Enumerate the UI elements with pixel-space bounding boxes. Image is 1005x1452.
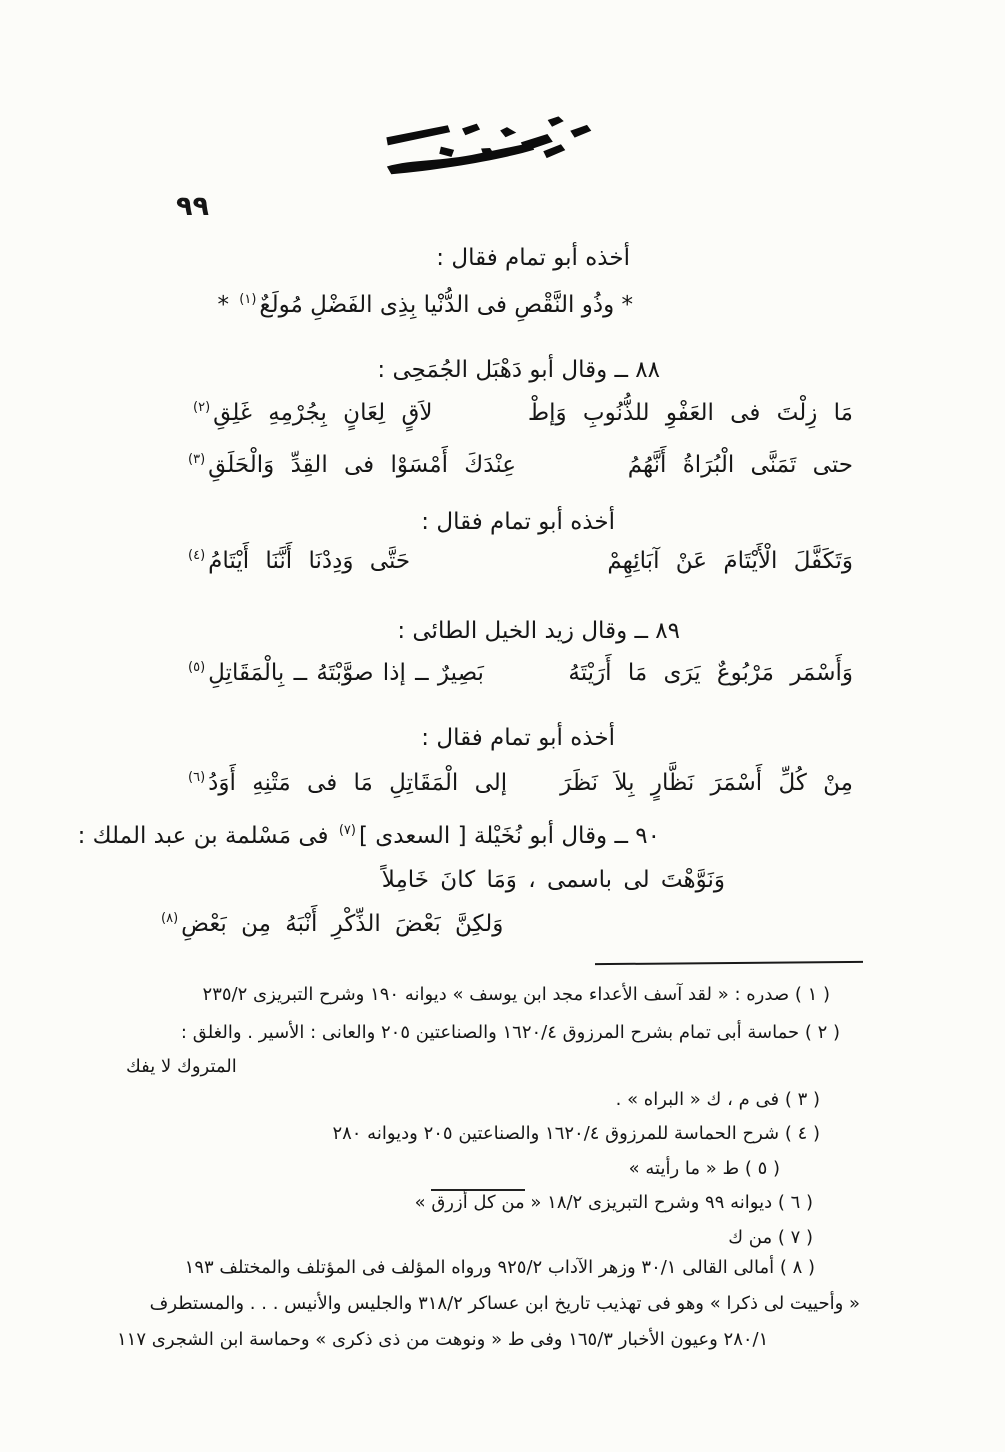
footnote-ref-7: (٧) <box>338 823 356 839</box>
verse-text: وذُو النَّقْصِ فى الدُّنْيا بِذِى الفَضْلِ مُولَعٌ <box>259 292 615 318</box>
verse-close-star: * <box>217 292 229 318</box>
footnote-6-overlined-phrase: من كل أزرق <box>431 1189 524 1213</box>
hemistich-text: بَصِيرٌ ــ إذا صوَّبْتَهُ ــ بِالْمَقَاتِلِ <box>208 660 484 686</box>
abu-tammam-intro-3: أخذه أبو تمام فقال : <box>421 725 615 751</box>
single-verse-87 <box>217 291 633 320</box>
hemistich-left <box>185 452 516 478</box>
footnote-6 <box>415 1191 813 1214</box>
verse-row <box>0 400 1005 448</box>
hemistich-right: وَتَكَفَّلَ الْأَيْتَامَ عَنْ آبَائِهِمْ <box>607 548 853 574</box>
footnote-7: ( ٧ ) من ك <box>728 1227 813 1248</box>
footnote-ref-3: (٣) <box>188 452 206 468</box>
footnote-ref-6: (٦) <box>188 770 206 786</box>
verse-row <box>0 548 1005 596</box>
footnote-1: ( ١ ) صدره : « لقد آسف الأعداء مجد ابن يوسف » ديوانه ١٩٠ وشرح التبريزى ٢٣٥/٢ <box>202 984 830 1005</box>
footnote-6-text: ( ٦ ) ديوانه ٩٩ وشرح التبريزى ١٨/٢ « <box>530 1192 813 1213</box>
hemistich-right: مَا زِلْتَ فى العَفْوِ للذُّنُوبِ وَإطْ <box>527 400 853 426</box>
footnote-2-line-1: ( ٢ ) حماسة أبى تمام بشرح المرزوق ١٦٢٠/٤ والصناعتين ٢٠٥ والعانى : الأسير . والغلق : <box>180 1022 840 1043</box>
hemistich-text: حَتَّى وَدِدْنَا أَنَّنَا أَيْتَامُ <box>208 548 411 574</box>
footnote-ref-8: (٨) <box>161 911 179 927</box>
abu-tammam-intro-1: أخذه أبو تمام فقال : <box>436 245 630 271</box>
hemistich-text: لاَقٍ لِعَانٍ بِجُرْمِهِ غَلِقِ <box>213 400 433 426</box>
footnote-divider <box>595 961 863 965</box>
section-90-header <box>78 822 660 851</box>
hemistich-right: مِنْ كُلِّ أَسْمَرَ نَظَّارٍ بِلاَ نَظَرَ <box>560 770 853 796</box>
hemistich-left <box>185 548 410 574</box>
footnote-ref-4: (٤) <box>188 548 206 564</box>
poem-90-line-1: وَنَوَّهْتَ لى باسمى ، وَمَا كانَ خَامِلاً <box>381 867 725 893</box>
hemistich-left <box>185 660 484 686</box>
section-88-header: ٨٨ ــ وقال أبو دَهْبَل الجُمَحِى : <box>377 357 660 383</box>
footnote-4: ( ٤ ) شرح الحماسة للمرزوق ١٦٢٠/٤ والصناعتين ٢٠٥ وديوانه ٢٨٠ <box>332 1123 820 1144</box>
footnote-8-line-3: ٢٨٠/١ وعيون الأخبار ١٦٥/٣ وفى ط « ونوهت من ذى ذكرى » وحماسة ابن الشجرى ١١٧ <box>117 1329 769 1350</box>
footnote-5: ( ٥ ) ط « ما رأيته » <box>628 1158 780 1179</box>
footnote-6-tail: » <box>414 1192 426 1213</box>
hemistich-left <box>190 400 432 426</box>
verse-row <box>0 452 1005 500</box>
hemistich-right: وَأَسْمَر مَرْبُوعٌ يَرَى مَا أَرَيْتَهُ <box>568 660 853 686</box>
footnote-2-line-2: المتروك لا يفك <box>126 1056 237 1077</box>
footnote-ref-5: (٥) <box>188 660 206 676</box>
verse-row <box>0 660 1005 708</box>
hemistich-text: إلى الْمَقَاتِلِ مَا فى مَتْنِهِ أَوَدُ <box>208 770 508 796</box>
hemistich-text: عِنْدَكَ أَمْسَوْا فى القِدِّ وَالْحَلَقِ <box>208 452 516 478</box>
poem-90-line-2 <box>158 910 503 939</box>
hemistich-right: حتى تَمَنَّى الْبُرَاةُ أَنَّهُمُ <box>627 452 853 478</box>
abu-tammam-intro-2: أخذه أبو تمام فقال : <box>421 509 615 535</box>
footnote-ref-2: (٢) <box>193 400 211 416</box>
poem-90-line-2-text: وَلكِنَّ بَعْضَ الذِّكْرِ أَنْبَهُ مِن بَعْضِ <box>181 911 504 937</box>
footnote-ref-1: (١) <box>239 292 257 308</box>
page-number: ٩٩ <box>176 191 209 222</box>
section-89-header: ٨٩ ــ وقال زيد الخيل الطائى : <box>397 618 680 644</box>
section-90-header-tail: فى مَسْلمة بن عبد الملك : <box>77 823 329 849</box>
footnote-8-line-2: « وأحييت لى ذكرا » وهو فى تهذيب تاريخ ابن عساكر ٣١٨/٢ والجليس والأنيس . . . والمستطرف <box>149 1293 860 1314</box>
section-90-header-text: ٩٠ ــ وقال أبو نُخَيْلة [ السعدى ] <box>358 823 660 849</box>
footnote-3: ( ٣ ) فى م ، ك « البراه » . <box>615 1089 820 1110</box>
verse-open-star: * <box>621 292 633 318</box>
verse-row <box>0 770 1005 818</box>
hemistich-left <box>185 770 507 796</box>
footnote-8-line-1: ( ٨ ) أمالى القالى ٣٠/١ وزهر الآداب ٩٢٥/٢ ورواه المؤلف فى المؤتلف والمختلف ١٩٣ <box>184 1257 815 1278</box>
stamp-smudge-mark <box>382 114 600 179</box>
